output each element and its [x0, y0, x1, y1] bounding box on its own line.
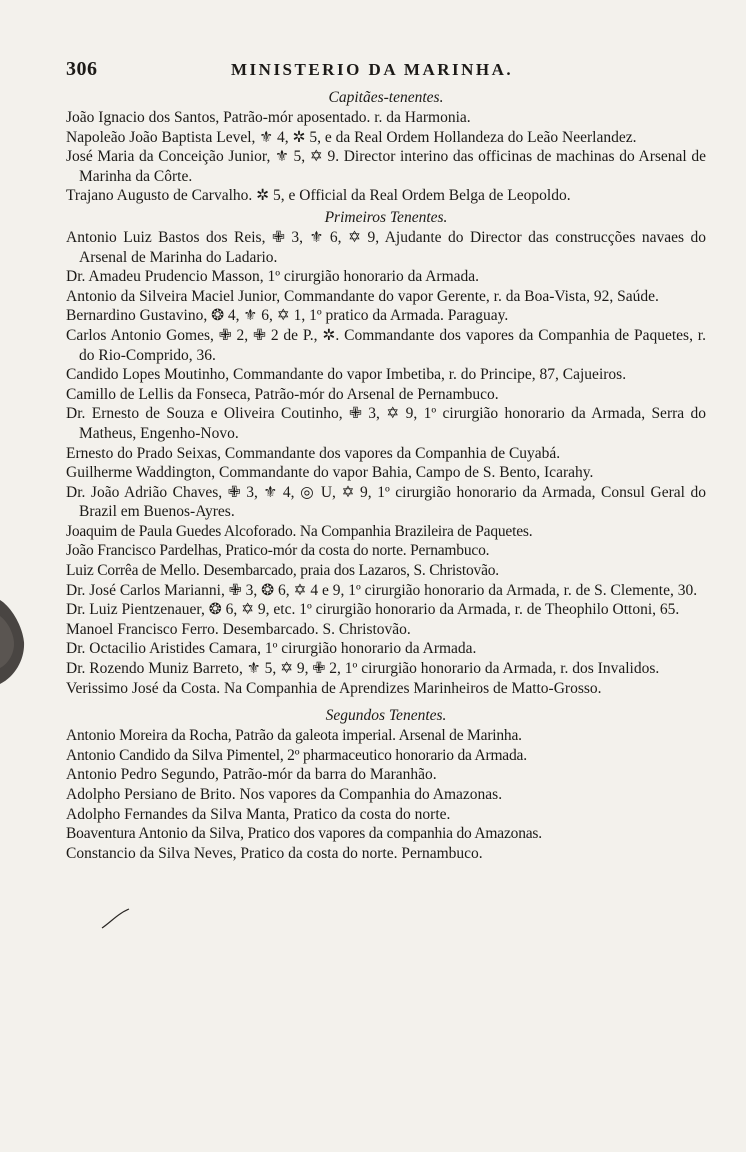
entry: João Francisco Pardelhas, Pratico-mór da costa do norte. Pernambuco. [66, 542, 490, 560]
entry: José Maria da Conceição Junior, ⚜ 5, ✡ 9. Director interino das officinas de machinas do Arsenal de Marinha da Côrte. [66, 148, 706, 185]
entry: Dr. Amadeu Prudencio Masson, 1º cirurgião honorario da Armada. [66, 268, 480, 286]
entry: Antonio Luiz Bastos dos Reis, ✙ 3, ⚜ 6, ✡ 9, Ajudante do Director das construcções navaes do Arsenal de Marinha do Ladario. [66, 228, 706, 266]
entry: Dr. Ernesto de Souza e Oliveira Coutinho, ✙ 3, ✡ 9, 1º cirurgião honorario da Armada, Serra do Matheus, Engenho-Novo. [66, 405, 706, 442]
section-primeiros-tenentes [66, 208, 706, 698]
entry: Dr. Luiz Pientzenauer, ❂ 6, ✡ 9, etc. 1º cirurgião honorario da Armada, r. de Theophilo Ottoni, 65. [66, 601, 680, 619]
entry: Antonio Moreira da Rocha, Patrão da galeota imperial. Arsenal de Marinha. [66, 727, 522, 745]
entry: Constancio da Silva Neves, Pratico da costa do norte. Pernambuco. [66, 844, 483, 862]
entry: Antonio Candido da Silva Pimentel, 2º pharmaceutico honorario da Armada. [66, 746, 527, 764]
entry: Boaventura Antonio da Silva, Pratico dos vapores da companhia do Amazonas. [66, 825, 542, 843]
entry: João Ignacio dos Santos, Patrão-mór aposentado. r. da Harmonia. [66, 109, 471, 126]
entry: Luiz Corrêa de Mello. Desembarcado, praia dos Lazaros, S. Christovão. [66, 562, 499, 580]
entry: Dr. José Carlos Marianni, ✙ 3, ❂ 6, ✡ 4 e 9, 1º cirurgião honorario da Armada, r. de S. Clemente, 30. [66, 581, 698, 599]
section-capitaes-tenentes [66, 88, 706, 206]
entry: Antonio da Silveira Maciel Junior, Commandante do vapor Gerente, r. da Boa-Vista, 92, Saúde. [66, 287, 659, 305]
entry: Trajano Augusto de Carvalho. ✲ 5, e Official da Real Ordem Belga de Leopoldo. [66, 187, 571, 205]
section-title: Segundos Tenentes. [325, 707, 447, 725]
entry: Antonio Pedro Segundo, Patrão-mór da barra do Maranhão. [66, 766, 437, 784]
running-head: MINISTERIO DA MARINHA. [231, 60, 514, 79]
entry: Adolpho Persiano de Brito. Nos vapores da Companhia do Amazonas. [66, 786, 503, 803]
ink-stain [0, 596, 26, 686]
entry: Napoleão João Baptista Level, ⚜ 4, ✲ 5, e da Real Ordem Hollandeza do Leão Neerlandez. [66, 128, 637, 146]
entry: Manoel Francisco Ferro. Desembarcado. S. Christovão. [66, 620, 411, 638]
entry: Ernesto do Prado Seixas, Commandante dos vapores da Companhia de Cuyabá. [66, 444, 561, 462]
entry: Carlos Antonio Gomes, ✙ 2, ✙ 2 de P., ✲. Commandante dos vapores da Companhia de Paquetes, r. do Rio-Comprido, 36. [66, 326, 706, 364]
page-header [66, 58, 706, 88]
entry: Dr. Rozendo Muniz Barreto, ⚜ 5, ✡ 9, ✙ 2, 1º cirurgião honorario da Armada, r. dos Invalidos. [66, 660, 660, 678]
entry: Adolpho Fernandes da Silva Manta, Pratico da costa do norte. [66, 805, 451, 823]
section-title: Primeiros Tenentes. [324, 208, 448, 226]
section-segundos-tenentes [66, 706, 706, 863]
document-page [66, 58, 706, 863]
entry: Candido Lopes Moutinho, Commandante do vapor Imbetiba, r. do Principe, 87, Cajueiros. [66, 366, 627, 384]
entry: Bernardino Gustavino, ❂ 4, ⚜ 6, ✡ 1, 1º pratico da Armada. Paraguay. [66, 307, 509, 325]
section-title: Capitães-tenentes. [328, 89, 444, 106]
entry: Dr. Octacilio Aristides Camara, 1º cirurgião honorario da Armada. [66, 640, 477, 658]
entry: Guilherme Waddington, Commandante do vapor Bahia, Campo de S. Bento, Icarahy. [66, 464, 594, 482]
entry: Camillo de Lellis da Fonseca, Patrão-mór do Arsenal de Pernambuco. [66, 385, 499, 403]
page-number: 306 [66, 58, 98, 80]
pen-mark [100, 908, 130, 930]
entry: Dr. João Adrião Chaves, ✙ 3, ⚜ 4, ◎ U, ✡ 9, 1º cirurgião honorario da Armada, Consul Geral do Brazil em Buenos-Ayres. [66, 483, 706, 521]
entry: Joaquim de Paula Guedes Alcoforado. Na Companhia Brazileira de Paquetes. [66, 522, 533, 540]
entry: Verissimo José da Costa. Na Companhia de Aprendizes Marinheiros de Matto-Grosso. [66, 679, 602, 697]
